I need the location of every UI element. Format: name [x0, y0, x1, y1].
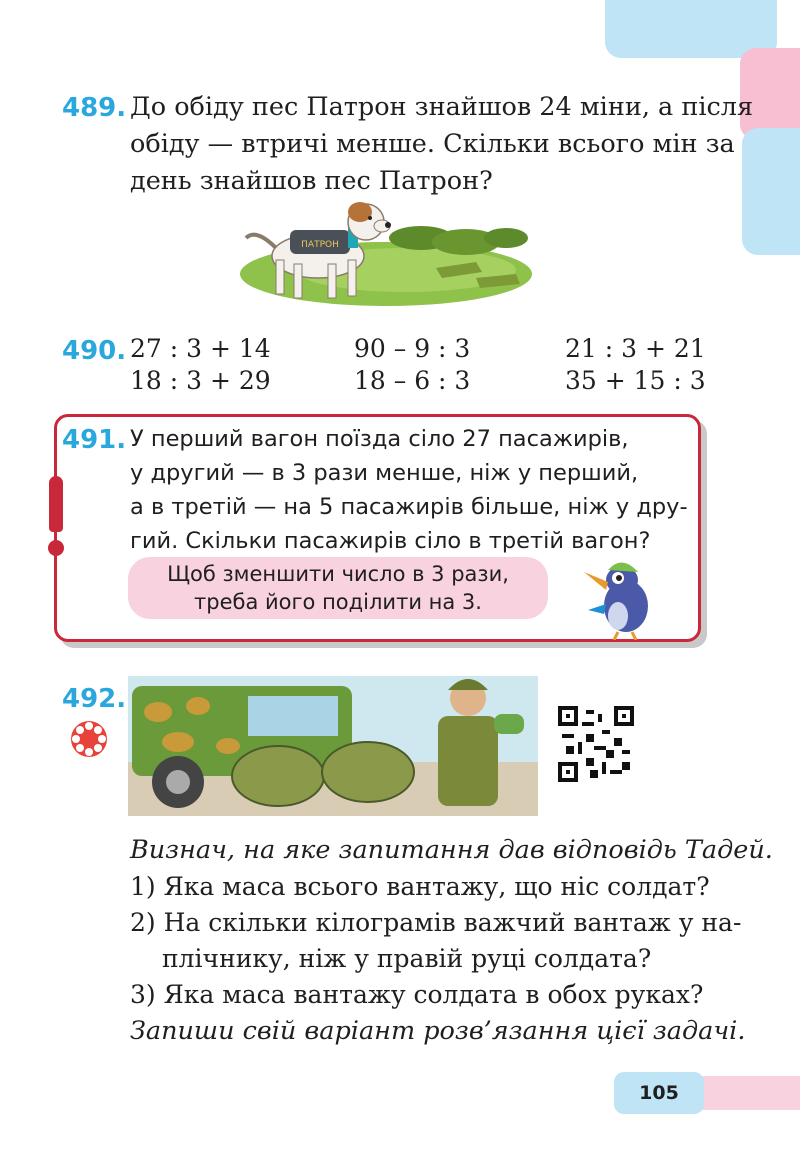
task-489-number: 489. — [62, 93, 127, 123]
hint-line-1: Щоб зменшити число в 3 рази, — [167, 562, 509, 586]
page-number: 105 — [614, 1072, 704, 1114]
bird-illustration — [578, 556, 662, 640]
page-number-band — [690, 1076, 800, 1110]
exclamation-icon — [49, 476, 63, 532]
expr-2-1: 18 : 3 + 29 — [130, 366, 271, 395]
gear-flower-icon — [68, 718, 110, 760]
dog-illustration — [236, 198, 536, 310]
task-492-option-2-cont: плічнику, ніж у правій руці солдата? — [162, 944, 652, 973]
expr-2-3: 35 + 15 : 3 — [565, 366, 706, 395]
task-491-line-3: а в третій — на 5 пасажирів більше, ніж у дру- — [130, 494, 688, 520]
task-492-closing: Запиши свій варіант розв’язання цієї задачі. — [130, 1016, 746, 1046]
task-490-number: 490. — [62, 336, 127, 366]
task-491-line-2: у другий — в 3 рази менше, ніж у перший, — [130, 460, 639, 486]
task-491-number: 491. — [62, 425, 127, 455]
task-492-option-3: 3) Яка маса вантажу солдата в обох руках? — [130, 980, 704, 1009]
task-489-line-3: день знайшов пес Патрон? — [130, 166, 493, 196]
hint-line-2: треба його поділити на 3. — [194, 590, 482, 614]
hint-box — [128, 557, 548, 619]
expr-1-3: 21 : 3 + 21 — [565, 334, 706, 363]
task-492-option-2: 2) На скільки кілограмів важчий вантаж у на- — [130, 908, 742, 937]
dog-vest-label: ПАТРОН — [301, 240, 339, 250]
task-492-option-1: 1) Яка маса всього вантажу, що ніс солдат? — [130, 872, 710, 901]
task-491-line-4: гий. Скільки пасажирів сіло в третій вагон? — [130, 528, 651, 554]
task-492-number: 492. — [62, 684, 127, 714]
expr-1-2: 90 – 9 : 3 — [354, 334, 471, 363]
task-489-line-2: обіду — втричі менше. Скільки всього мін за — [130, 129, 735, 159]
task-492-instruction: Визнач, на яке запитання дав відповідь Тадей. — [130, 835, 773, 865]
task-489-line-1: До обіду пес Патрон знайшов 24 міни, а після — [130, 92, 754, 122]
soldier-illustration — [128, 676, 538, 816]
task-491-line-1: У перший вагон поїзда сіло 27 пасажирів, — [130, 426, 629, 452]
expr-1-1: 27 : 3 + 14 — [130, 334, 271, 363]
exclamation-dot — [48, 540, 64, 556]
qr-code[interactable] — [558, 706, 634, 782]
side-tab-blue — [742, 128, 800, 255]
expr-2-2: 18 – 6 : 3 — [354, 366, 471, 395]
